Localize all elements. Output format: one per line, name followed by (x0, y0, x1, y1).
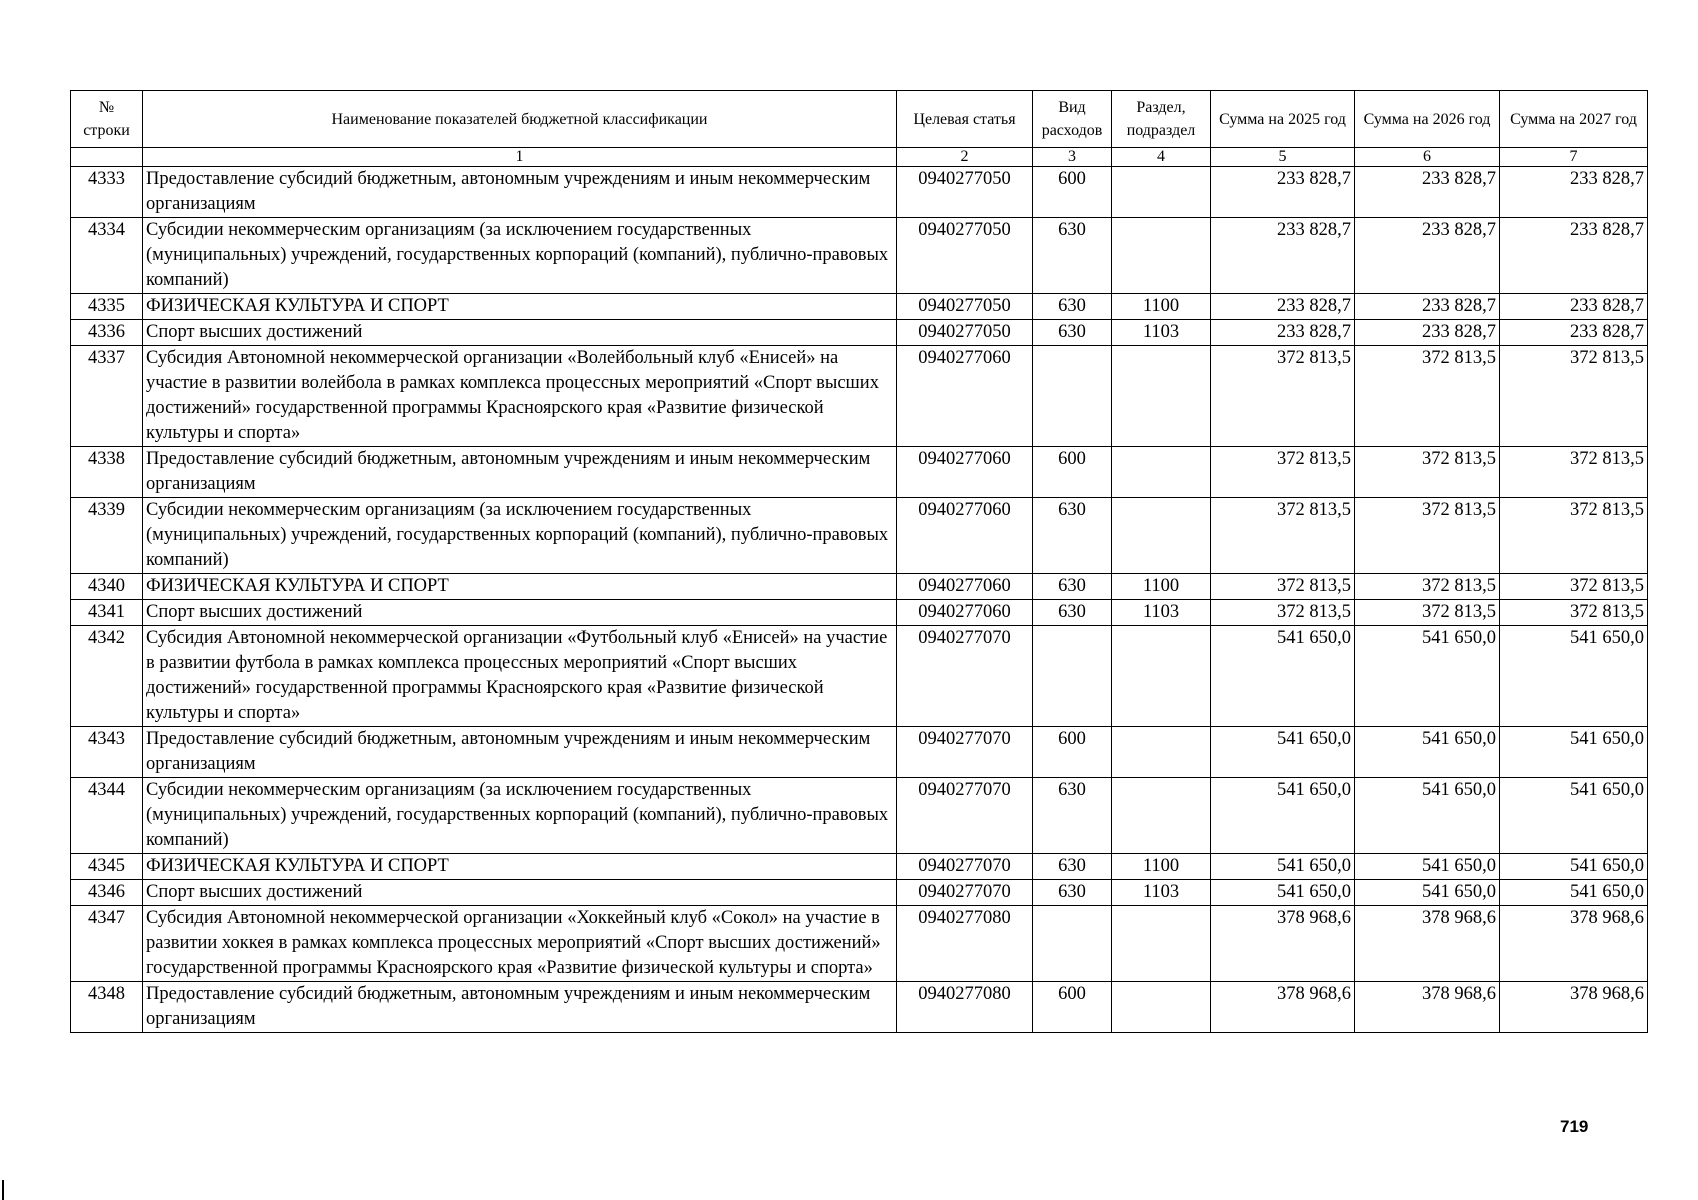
sum-2027-cell: 233 828,7 (1500, 294, 1648, 320)
row-number-cell: 4340 (71, 574, 143, 600)
row-name-cell: Субсидия Автономной некоммерческой организации «Хоккейный клуб «Сокол» на участие в развитии хоккея в рамках комплекса процессных мероприятий «Спорт высших достижений» государственной программы Красноярского края «Развитие физической культуры и спорта» (143, 906, 897, 982)
sum-2025-cell: 541 650,0 (1211, 880, 1355, 906)
sum-2025-cell: 372 813,5 (1211, 574, 1355, 600)
row-name-cell: Субсидии некоммерческим организациям (за исключением государственных (муниципальных) учреждений, государственных корпораций (компаний), публично-правовых компаний) (143, 778, 897, 854)
sum-2026-cell: 541 650,0 (1355, 626, 1500, 727)
sum-2026-cell: 541 650,0 (1355, 727, 1500, 778)
row-number-cell: 4335 (71, 294, 143, 320)
section-cell: 1103 (1112, 880, 1211, 906)
expense-type-cell: 630 (1033, 218, 1112, 294)
header-name: Наименование показателей бюджетной классификации (143, 91, 897, 148)
expense-type-cell: 630 (1033, 320, 1112, 346)
table-row (71, 218, 1648, 294)
target-code-cell: 0940277080 (897, 982, 1033, 1033)
row-name-cell: ФИЗИЧЕСКАЯ КУЛЬТУРА И СПОРТ (143, 294, 897, 320)
header-expense-type: Вид расходов (1033, 91, 1112, 148)
target-code-cell: 0940277050 (897, 294, 1033, 320)
expense-type-cell: 600 (1033, 447, 1112, 498)
row-name-cell: ФИЗИЧЕСКАЯ КУЛЬТУРА И СПОРТ (143, 574, 897, 600)
sum-2026-cell: 233 828,7 (1355, 294, 1500, 320)
row-name-cell: Субсидии некоммерческим организациям (за исключением государственных (муниципальных) учреждений, государственных корпораций (компаний), публично-правовых компаний) (143, 498, 897, 574)
table-row (71, 982, 1648, 1033)
section-cell: 1100 (1112, 574, 1211, 600)
section-cell (1112, 626, 1211, 727)
target-code-cell: 0940277050 (897, 218, 1033, 294)
sum-2026-cell: 372 813,5 (1355, 574, 1500, 600)
expense-type-cell: 630 (1033, 600, 1112, 626)
sum-2027-cell: 541 650,0 (1500, 854, 1648, 880)
column-number-row (71, 148, 1648, 167)
sum-2025-cell: 541 650,0 (1211, 727, 1355, 778)
section-cell: 1103 (1112, 320, 1211, 346)
target-code-cell: 0940277060 (897, 346, 1033, 447)
table-header-row (71, 91, 1648, 148)
col-number: 6 (1355, 148, 1500, 167)
table-row (71, 600, 1648, 626)
row-name-cell: Предоставление субсидий бюджетным, автономным учреждениям и иным некоммерческим организациям (143, 167, 897, 218)
sum-2026-cell: 378 968,6 (1355, 906, 1500, 982)
sum-2027-cell: 372 813,5 (1500, 498, 1648, 574)
sum-2025-cell: 541 650,0 (1211, 626, 1355, 727)
sum-2025-cell: 233 828,7 (1211, 218, 1355, 294)
expense-type-cell: 630 (1033, 854, 1112, 880)
row-number-cell: 4348 (71, 982, 143, 1033)
sum-2027-cell: 541 650,0 (1500, 880, 1648, 906)
header-sum-2026: Сумма на 2026 год (1355, 91, 1500, 148)
row-number-cell: 4347 (71, 906, 143, 982)
section-cell (1112, 498, 1211, 574)
sum-2025-cell: 372 813,5 (1211, 498, 1355, 574)
row-number-cell: 4346 (71, 880, 143, 906)
sum-2027-cell: 233 828,7 (1500, 167, 1648, 218)
target-code-cell: 0940277080 (897, 906, 1033, 982)
margin-mark (2, 1180, 4, 1200)
table-row (71, 320, 1648, 346)
table-row (71, 727, 1648, 778)
header-sum-2027: Сумма на 2027 год (1500, 91, 1648, 148)
target-code-cell: 0940277060 (897, 600, 1033, 626)
section-cell (1112, 218, 1211, 294)
col-number: 1 (143, 148, 897, 167)
table-row (71, 167, 1648, 218)
sum-2027-cell: 233 828,7 (1500, 218, 1648, 294)
col-number: 4 (1112, 148, 1211, 167)
target-code-cell: 0940277060 (897, 498, 1033, 574)
section-cell (1112, 727, 1211, 778)
section-cell (1112, 167, 1211, 218)
sum-2025-cell: 233 828,7 (1211, 294, 1355, 320)
budget-table (70, 90, 1648, 1033)
target-code-cell: 0940277070 (897, 880, 1033, 906)
sum-2026-cell: 233 828,7 (1355, 320, 1500, 346)
table-row (71, 906, 1648, 982)
row-number-cell: 4336 (71, 320, 143, 346)
row-name-cell: Спорт высших достижений (143, 600, 897, 626)
target-code-cell: 0940277060 (897, 574, 1033, 600)
sum-2027-cell: 541 650,0 (1500, 727, 1648, 778)
header-target: Целевая статья (897, 91, 1033, 148)
sum-2027-cell: 541 650,0 (1500, 778, 1648, 854)
sum-2025-cell: 378 968,6 (1211, 906, 1355, 982)
sum-2025-cell: 372 813,5 (1211, 600, 1355, 626)
section-cell: 1100 (1112, 294, 1211, 320)
target-code-cell: 0940277060 (897, 447, 1033, 498)
row-number-cell: 4345 (71, 854, 143, 880)
sum-2027-cell: 372 813,5 (1500, 574, 1648, 600)
sum-2027-cell: 233 828,7 (1500, 320, 1648, 346)
expense-type-cell: 630 (1033, 574, 1112, 600)
sum-2025-cell: 372 813,5 (1211, 447, 1355, 498)
row-name-cell: ФИЗИЧЕСКАЯ КУЛЬТУРА И СПОРТ (143, 854, 897, 880)
sum-2025-cell: 541 650,0 (1211, 854, 1355, 880)
section-cell (1112, 778, 1211, 854)
sum-2026-cell: 372 813,5 (1355, 600, 1500, 626)
expense-type-cell: 600 (1033, 167, 1112, 218)
section-cell (1112, 906, 1211, 982)
table-row (71, 778, 1648, 854)
expense-type-cell: 630 (1033, 880, 1112, 906)
section-cell: 1103 (1112, 600, 1211, 626)
table-row (71, 574, 1648, 600)
row-number-cell: 4333 (71, 167, 143, 218)
sum-2025-cell: 378 968,6 (1211, 982, 1355, 1033)
section-cell (1112, 982, 1211, 1033)
row-number-cell: 4337 (71, 346, 143, 447)
row-number-cell: 4342 (71, 626, 143, 727)
sum-2027-cell: 372 813,5 (1500, 447, 1648, 498)
sum-2026-cell: 541 650,0 (1355, 778, 1500, 854)
sum-2025-cell: 372 813,5 (1211, 346, 1355, 447)
col-number: 3 (1033, 148, 1112, 167)
expense-type-cell: 630 (1033, 778, 1112, 854)
sum-2025-cell: 233 828,7 (1211, 167, 1355, 218)
expense-type-cell: 600 (1033, 982, 1112, 1033)
expense-type-cell: 630 (1033, 294, 1112, 320)
target-code-cell: 0940277070 (897, 854, 1033, 880)
target-code-cell: 0940277050 (897, 167, 1033, 218)
table-row (71, 880, 1648, 906)
table-row (71, 346, 1648, 447)
col-number: 5 (1211, 148, 1355, 167)
row-name-cell: Предоставление субсидий бюджетным, автономным учреждениям и иным некоммерческим организациям (143, 982, 897, 1033)
row-number-cell: 4341 (71, 600, 143, 626)
sum-2027-cell: 372 813,5 (1500, 346, 1648, 447)
expense-type-cell (1033, 626, 1112, 727)
target-code-cell: 0940277070 (897, 626, 1033, 727)
target-code-cell: 0940277050 (897, 320, 1033, 346)
sum-2025-cell: 541 650,0 (1211, 778, 1355, 854)
header-row-no: № строки (71, 91, 143, 148)
sum-2026-cell: 378 968,6 (1355, 982, 1500, 1033)
row-name-cell: Предоставление субсидий бюджетным, автономным учреждениям и иным некоммерческим организациям (143, 447, 897, 498)
sum-2026-cell: 233 828,7 (1355, 218, 1500, 294)
sum-2027-cell: 378 968,6 (1500, 906, 1648, 982)
table-row (71, 447, 1648, 498)
sum-2025-cell: 233 828,7 (1211, 320, 1355, 346)
sum-2027-cell: 378 968,6 (1500, 982, 1648, 1033)
row-name-cell: Субсидия Автономной некоммерческой организации «Футбольный клуб «Енисей» на участие в развитии футбола в рамках комплекса процессных мероприятий «Спорт высших достижений» государственной программы Красноярского края «Развитие физической культуры и спорта» (143, 626, 897, 727)
table-row (71, 294, 1648, 320)
row-number-cell: 4343 (71, 727, 143, 778)
table-row (71, 626, 1648, 727)
expense-type-cell (1033, 346, 1112, 447)
row-name-cell: Субсидии некоммерческим организациям (за исключением государственных (муниципальных) учреждений, государственных корпораций (компаний), публично-правовых компаний) (143, 218, 897, 294)
sum-2026-cell: 372 813,5 (1355, 498, 1500, 574)
row-number-cell: 4344 (71, 778, 143, 854)
sum-2026-cell: 541 650,0 (1355, 854, 1500, 880)
row-name-cell: Предоставление субсидий бюджетным, автономным учреждениям и иным некоммерческим организациям (143, 727, 897, 778)
section-cell (1112, 346, 1211, 447)
expense-type-cell: 600 (1033, 727, 1112, 778)
header-sum-2025: Сумма на 2025 год (1211, 91, 1355, 148)
sum-2026-cell: 372 813,5 (1355, 346, 1500, 447)
expense-type-cell: 630 (1033, 498, 1112, 574)
sum-2027-cell: 372 813,5 (1500, 600, 1648, 626)
sum-2026-cell: 233 828,7 (1355, 167, 1500, 218)
row-number-cell: 4338 (71, 447, 143, 498)
col-number-blank (71, 148, 143, 167)
header-section: Раздел, подраздел (1112, 91, 1211, 148)
row-number-cell: 4334 (71, 218, 143, 294)
table-row (71, 498, 1648, 574)
section-cell: 1100 (1112, 854, 1211, 880)
row-name-cell: Субсидия Автономной некоммерческой организации «Волейбольный клуб «Енисей» на участие в развитии волейбола в рамках комплекса процессных мероприятий «Спорт высших достижений» государственной программы Красноярского края «Развитие физической культуры и спорта» (143, 346, 897, 447)
sum-2026-cell: 541 650,0 (1355, 880, 1500, 906)
table-body (71, 167, 1648, 1033)
expense-type-cell (1033, 906, 1112, 982)
page-number: 719 (1560, 1117, 1589, 1136)
section-cell (1112, 447, 1211, 498)
table-row (71, 854, 1648, 880)
row-name-cell: Спорт высших достижений (143, 320, 897, 346)
row-name-cell: Спорт высших достижений (143, 880, 897, 906)
col-number: 2 (897, 148, 1033, 167)
sum-2027-cell: 541 650,0 (1500, 626, 1648, 727)
target-code-cell: 0940277070 (897, 778, 1033, 854)
row-number-cell: 4339 (71, 498, 143, 574)
target-code-cell: 0940277070 (897, 727, 1033, 778)
sum-2026-cell: 372 813,5 (1355, 447, 1500, 498)
col-number: 7 (1500, 148, 1648, 167)
